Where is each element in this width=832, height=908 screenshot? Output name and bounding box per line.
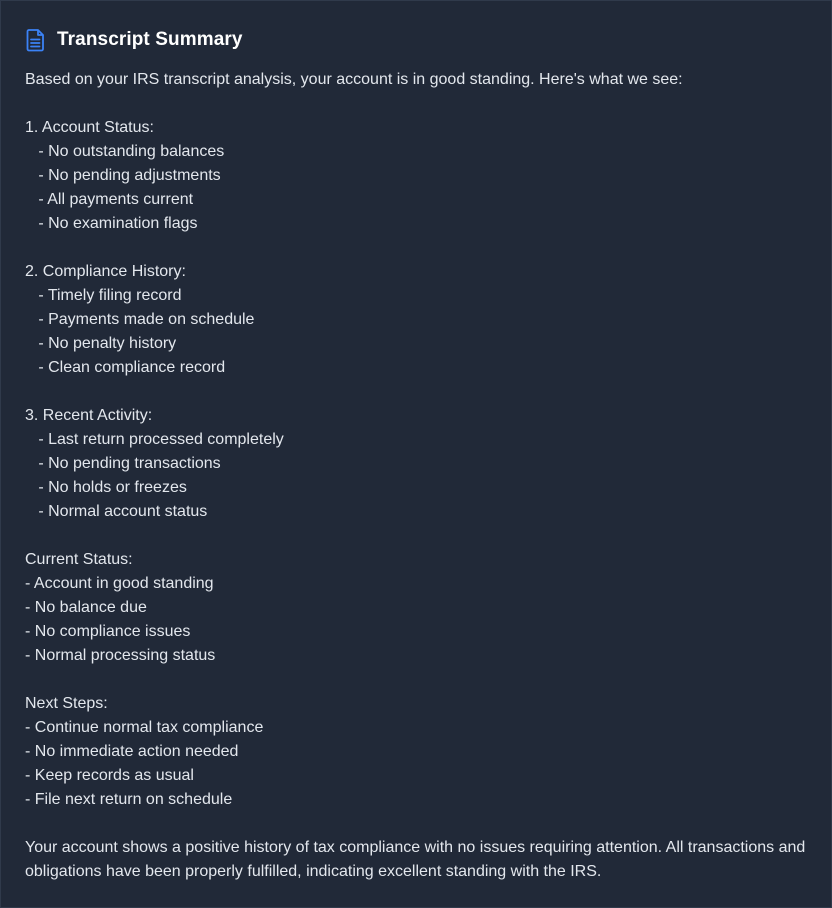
- list-item: - No balance due: [25, 599, 147, 616]
- section-recent-activity: [25, 404, 809, 524]
- section-current-status: [25, 548, 809, 668]
- list-item: - No immediate action needed: [25, 743, 239, 760]
- list-item: - Timely filing record: [25, 287, 182, 304]
- list-item: - No examination flags: [25, 215, 198, 232]
- list-item: - Normal account status: [25, 503, 208, 520]
- card-title: Transcript Summary: [57, 29, 243, 50]
- list-item: - Payments made on schedule: [25, 311, 255, 328]
- section-compliance-history: [25, 260, 809, 380]
- closing-paragraph: Your account shows a positive history of tax compliance with no issues requiring attention. All transactions and obligations have been properly fulfilled, indicating excellent standing with the IRS.: [25, 839, 806, 880]
- section-heading: 2. Compliance History:: [25, 263, 186, 280]
- document-icon: [25, 27, 47, 53]
- card-header: [25, 27, 243, 53]
- section-heading: Current Status:: [25, 551, 133, 568]
- list-item: - No pending adjustments: [25, 167, 221, 184]
- list-item: - File next return on schedule: [25, 791, 233, 808]
- summary-body: [25, 68, 809, 884]
- list-item: - Last return processed completely: [25, 431, 284, 448]
- list-item: - No compliance issues: [25, 623, 191, 640]
- section-heading: Next Steps:: [25, 695, 108, 712]
- list-item: - Continue normal tax compliance: [25, 719, 264, 736]
- list-item: - No outstanding balances: [25, 143, 225, 160]
- section-account-status: [25, 116, 809, 236]
- list-item: - Account in good standing: [25, 575, 214, 592]
- list-item: - Normal processing status: [25, 647, 216, 664]
- list-item: - Clean compliance record: [25, 359, 226, 376]
- list-item: - All payments current: [25, 191, 194, 208]
- section-heading: 3. Recent Activity:: [25, 407, 153, 424]
- section-heading: 1. Account Status:: [25, 119, 154, 136]
- intro-text: Based on your IRS transcript analysis, your account is in good standing. Here's what we see:: [25, 71, 683, 88]
- list-item: - No pending transactions: [25, 455, 221, 472]
- list-item: - No holds or freezes: [25, 479, 187, 496]
- list-item: - Keep records as usual: [25, 767, 194, 784]
- section-next-steps: [25, 692, 809, 812]
- list-item: - No penalty history: [25, 335, 177, 352]
